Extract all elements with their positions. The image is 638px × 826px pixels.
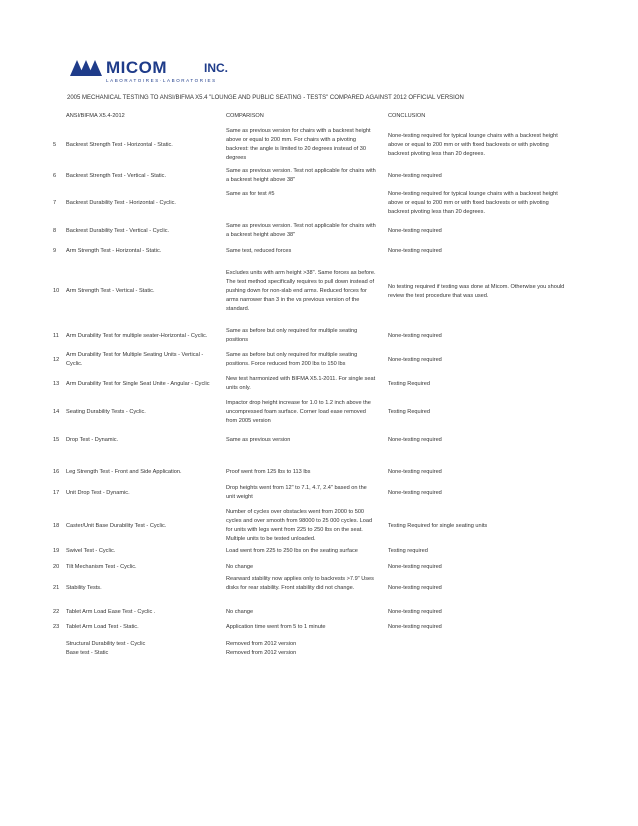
row-number: 15 [53,437,60,443]
row-number: 12 [53,356,60,363]
table-row [0,351,638,369]
row-comparison: Same as previous version. Test not applicable for chairs with a backrest height above 38" [226,168,376,183]
table-row [0,247,638,256]
row-conclusion: None-testing required [388,172,442,179]
row-number: 17 [53,489,60,496]
row-number: 8 [53,227,57,234]
table-row [0,575,638,602]
row-number: 19 [53,548,60,554]
row-comparison: Same as for test #5 [226,191,275,197]
logo-subtitle: LABORATOIRES·LABORATORIES [106,78,217,83]
row-test-name: Backrest Strength Test - Horizontal - Static. [66,141,173,148]
row-conclusion: Testing required [388,548,428,554]
row-comparison: No change [226,609,254,615]
row-conclusion: Testing Required [388,380,430,387]
row-number: 14 [53,409,60,415]
row-conclusion: None-testing required for typical lounge chairs with a backrest height above or equal to 200 mm or with fixed backrests or with pivoting backrest pivoting less than 20 degrees. [388,132,558,157]
row-test-name: Arm Durability Test for Multiple Seating Units - Vertical - Cyclic. [66,352,204,367]
row-number: 18 [53,522,60,529]
row-test-name: Tablet Arm Load Test - Static. [66,624,139,630]
row-test-name: Structural Durability test - Cyclic Base test - Static [66,641,146,656]
table-row [0,623,638,632]
row-number: 23 [53,624,60,630]
row-number: 22 [53,609,60,615]
row-conclusion [388,640,568,658]
table-row [0,222,638,240]
row-conclusion: None-testing required for typical lounge chairs with a backrest height above or equal to 200 mm or with fixed backrests or with pivoting backrest pivoting less than 20 degrees. [388,191,558,215]
row-number: 13 [53,380,60,387]
column-header-comparison: COMPARISON [226,113,264,119]
row-comparison: Removed from 2012 version Removed from 2012 version [226,641,297,656]
row-conclusion: None-testing required [388,585,442,591]
table-row [0,547,638,556]
column-header-conclusion: CONCLUSION [388,113,426,119]
row-number: 5 [53,141,57,148]
table-row [0,375,638,393]
row-number: 6 [53,172,57,179]
row-comparison: Same test, reduced forces [226,248,292,254]
row-comparison: New test harmonized with BIFMA X5.1-2011. For single seat units only. [226,376,376,391]
row-comparison: Same as previous version. Test not applicable for chairs with a backrest height above 38" [226,223,376,238]
row-test-name: Unit Drop Test - Dynamic. [66,489,130,496]
row-test-name: Arm Strength Test - Horizontal - Static. [66,248,162,254]
table-row [0,399,638,426]
table-row [0,167,638,185]
row-comparison: Drop heights went from 12" to 7.1, 4.7, 2.4" based on the unit weight [226,485,367,500]
table-row [0,190,638,217]
table-row [0,563,638,572]
row-number: 10 [53,288,60,294]
row-number: 21 [53,585,60,591]
row-test-name: Caster/Unit Base Durability Test - Cyclic. [66,522,167,529]
table-row [0,468,638,477]
row-test-name: Tilt Mechanism Test - Cyclic. [66,564,137,570]
row-comparison: Same as before but only required for multiple seating positions [226,328,358,343]
row-test-name: Arm Strength Test - Vertical - Static. [66,288,155,294]
row-conclusion: Testing Required for single seating units [388,522,488,529]
row-conclusion: None-testing required [388,469,442,475]
row-conclusion: None-testing required [388,564,442,570]
row-comparison: Excludes units with arm height >38". Same forces as before. The test method specifically requires to pull down instead of pushing down for non-slab end arms. Reduced forces for arms narrower than 3 in the vs previous version of the standard. [226,270,376,312]
row-conclusion: Testing Required [388,409,430,415]
logo-suffix: INC. [204,61,228,75]
row-comparison: Same as previous version for chairs with a backrest height above or equal to 200 mm. For chairs with a pivoting backrest: the angle is limited to 20 degrees instead of 30 degrees [226,128,371,161]
row-comparison: No change [226,564,254,570]
row-comparison: Proof went from 125 lbs to 113 lbs [226,469,311,475]
row-conclusion: None-testing required [388,227,442,234]
table-row [0,640,638,658]
row-test-name: Arm Durability Test for multiple seater-Horizontal - Cyclic. [66,332,208,339]
row-number: 9 [53,248,57,254]
table-row [0,508,638,544]
row-conclusion: None-testing required [388,489,442,496]
row-test-name: Tablet Arm Load Ease Test - Cyclic . [66,609,156,615]
row-conclusion: None-testing required [388,332,442,339]
table-row [0,269,638,314]
table-row [0,436,638,445]
row-conclusion: None-testing required [388,624,442,630]
row-test-name: Backrest Durability Test - Horizontal - Cyclic. [66,200,176,206]
column-header-test: ANSI/BIFMA X5.4-2012 [66,113,125,119]
table-row [0,127,638,163]
row-comparison: Application time went from 5 to 1 minute [226,624,326,630]
row-number: 7 [53,200,57,206]
row-test-name: Drop Test - Dynamic. [66,437,119,443]
row-test-name: Seating Durability Tests - Cyclic. [66,409,146,415]
document-title: 2005 MECHANICAL TESTING TO ANSI/BIFMA X5.4 "LOUNGE AND PUBLIC SEATING - TESTS" COMPARED AGAINST 2012 OFFICIAL VERSION [67,95,464,101]
row-comparison: Load went from 225 to 250 lbs on the seating surface [226,548,358,554]
row-conclusion: None-testing required [388,248,442,254]
table-row [0,327,638,345]
row-number: 20 [53,564,60,570]
logo-name: MICOM [106,58,168,77]
row-comparison: Rearward stability now applies only to backrests >7.9" Uses disks for rear stability. Front stability did not change. [226,576,374,591]
row-comparison: Same as before but only required for multiple seating positions. Force reduced from 200 lbs to 150 lbs [226,352,358,367]
table-row [0,608,638,617]
row-conclusion: None-testing required [388,609,442,615]
row-comparison: Impactor drop height increase for 1.0 to 1.2 inch above the uncompressed foam surface. Corner load ease removed from 2005 version [226,400,371,424]
row-test-name: Stability Tests. [66,585,102,591]
row-number: 11 [53,332,59,339]
row-conclusion: None-testing required [388,437,442,443]
row-test-name: Arm Durability Test for Single Seat Unite - Angular - Cyclic [66,380,210,387]
row-conclusion: No testing required if testing was done at Micom. Otherwise you should review the test procedure that was used. [388,283,565,299]
row-conclusion: None-testing required [388,356,442,363]
row-test-name: Backrest Durability Test - Vertical - Cyclic. [66,227,170,234]
row-comparison: Same as previous version [226,437,291,443]
row-comparison: Number of cycles over obstacles went from 2000 to 500 cycles and over smooth from 98000 to 25 000 cycles. Load for units with legs went from 225 to 250 lbs on the seat. Multiple units to be tested unloaded. [226,509,373,542]
row-test-name: Leg Strength Test - Front and Side Application. [66,469,182,475]
row-number: 16 [53,469,60,475]
table-row [0,484,638,502]
row-test-name: Backrest Strength Test - Vertical - Static. [66,172,167,179]
row-test-name: Swivel Test - Cyclic. [66,548,116,554]
